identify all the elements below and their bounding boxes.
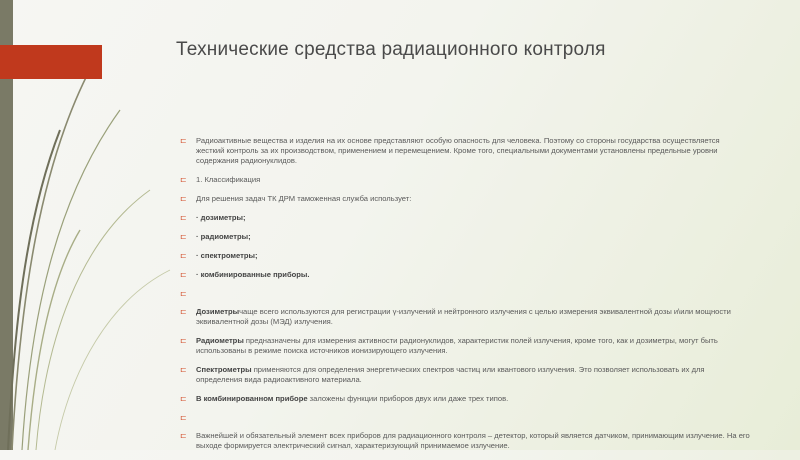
- bullet-item: [180, 413, 750, 422]
- bullet-marker-icon: ⊏: [180, 175, 187, 184]
- bullet-item: [180, 270, 750, 280]
- bullet-text: Радиоактивные вещества и изделия на их основе представляют особую опасность для человека. Поэтому со стороны государства осуществляется жесткий контроль за их производством, применением и перемещением. Кроме того, специальными документами установлены предельные уровни содержания радионуклидов.: [196, 136, 720, 165]
- bullet-item: [180, 213, 750, 223]
- bullet-text: 1. Классификация: [196, 175, 261, 184]
- bullet-text: Для решения задач ТК ДРМ таможенная служба использует:: [196, 194, 412, 203]
- bullet-lead: Радиометры: [196, 336, 244, 345]
- bullet-text: предназначены для измерения активности радионуклидов, характеристик полей излучения, кроме того, как и дозиметры, могут быть использованы в режиме поиска источников ионизирующего излучения.: [196, 336, 718, 355]
- bullet-marker-icon: ⊏: [180, 336, 187, 345]
- bullet-marker-icon: ⊏: [180, 270, 187, 279]
- bullet-marker-icon: ⊏: [180, 232, 187, 241]
- bullet-lead: · дозиметры;: [196, 213, 246, 222]
- slide-title: Технические средства радиационного контроля: [176, 39, 606, 60]
- bullet-item: [180, 136, 750, 166]
- bullet-text: чаще всего используются для регистрации γ-излучений и нейтронного излучения с целью измерения эквивалентной дозы и\или мощности эквивалентной дозы (МЭД) излучения.: [196, 307, 731, 326]
- bullet-lead: · спектрометры;: [196, 251, 258, 260]
- title-accent-block: [0, 45, 102, 79]
- bullet-text: применяются для определения энергетических спектров частиц или квантового излучения. Это позволяет использовать их для определения вида радиоактивного материала.: [196, 365, 705, 384]
- bullet-marker-icon: ⊏: [180, 365, 187, 374]
- bullet-item: [180, 194, 750, 204]
- bullet-lead: Спектрометры: [196, 365, 252, 374]
- bullet-marker-icon: ⊏: [180, 194, 187, 203]
- bullet-marker-icon: ⊏: [180, 394, 187, 403]
- bullet-lead: · комбинированные приборы.: [196, 270, 310, 279]
- bullet-item: [180, 394, 750, 404]
- bullet-item: [180, 232, 750, 242]
- bullet-marker-icon: ⊏: [180, 431, 187, 440]
- bullet-marker-icon: ⊏: [180, 413, 187, 422]
- bullet-item: [180, 307, 750, 327]
- bullet-item: [180, 289, 750, 298]
- bullet-lead: В комбинированном приборе: [196, 394, 308, 403]
- bullet-marker-icon: ⊏: [180, 307, 187, 316]
- bullet-marker-icon: ⊏: [180, 251, 187, 260]
- bullet-item: [180, 336, 750, 356]
- bullet-item: [180, 431, 750, 451]
- bullet-lead: Дозиметры: [196, 307, 240, 316]
- bullet-text: заложены функции приборов двух или даже трех типов.: [307, 394, 509, 403]
- bullet-marker-icon: ⊏: [180, 289, 187, 298]
- bullet-lead: · радиометры;: [196, 232, 251, 241]
- bullet-item: [180, 365, 750, 385]
- bullet-marker-icon: ⊏: [180, 213, 187, 222]
- bullet-item: [180, 251, 750, 261]
- slide-content: [180, 136, 750, 460]
- bullet-text: Важнейшей и обязательный элемент всех приборов для радиационного контроля – детектор, который является датчиком, принимающим излучение. На его выходе формируется электрический сигнал, характеризующий принимаемое излучение.: [196, 431, 750, 450]
- bullet-marker-icon: ⊏: [180, 136, 187, 145]
- bullet-item: [180, 175, 750, 185]
